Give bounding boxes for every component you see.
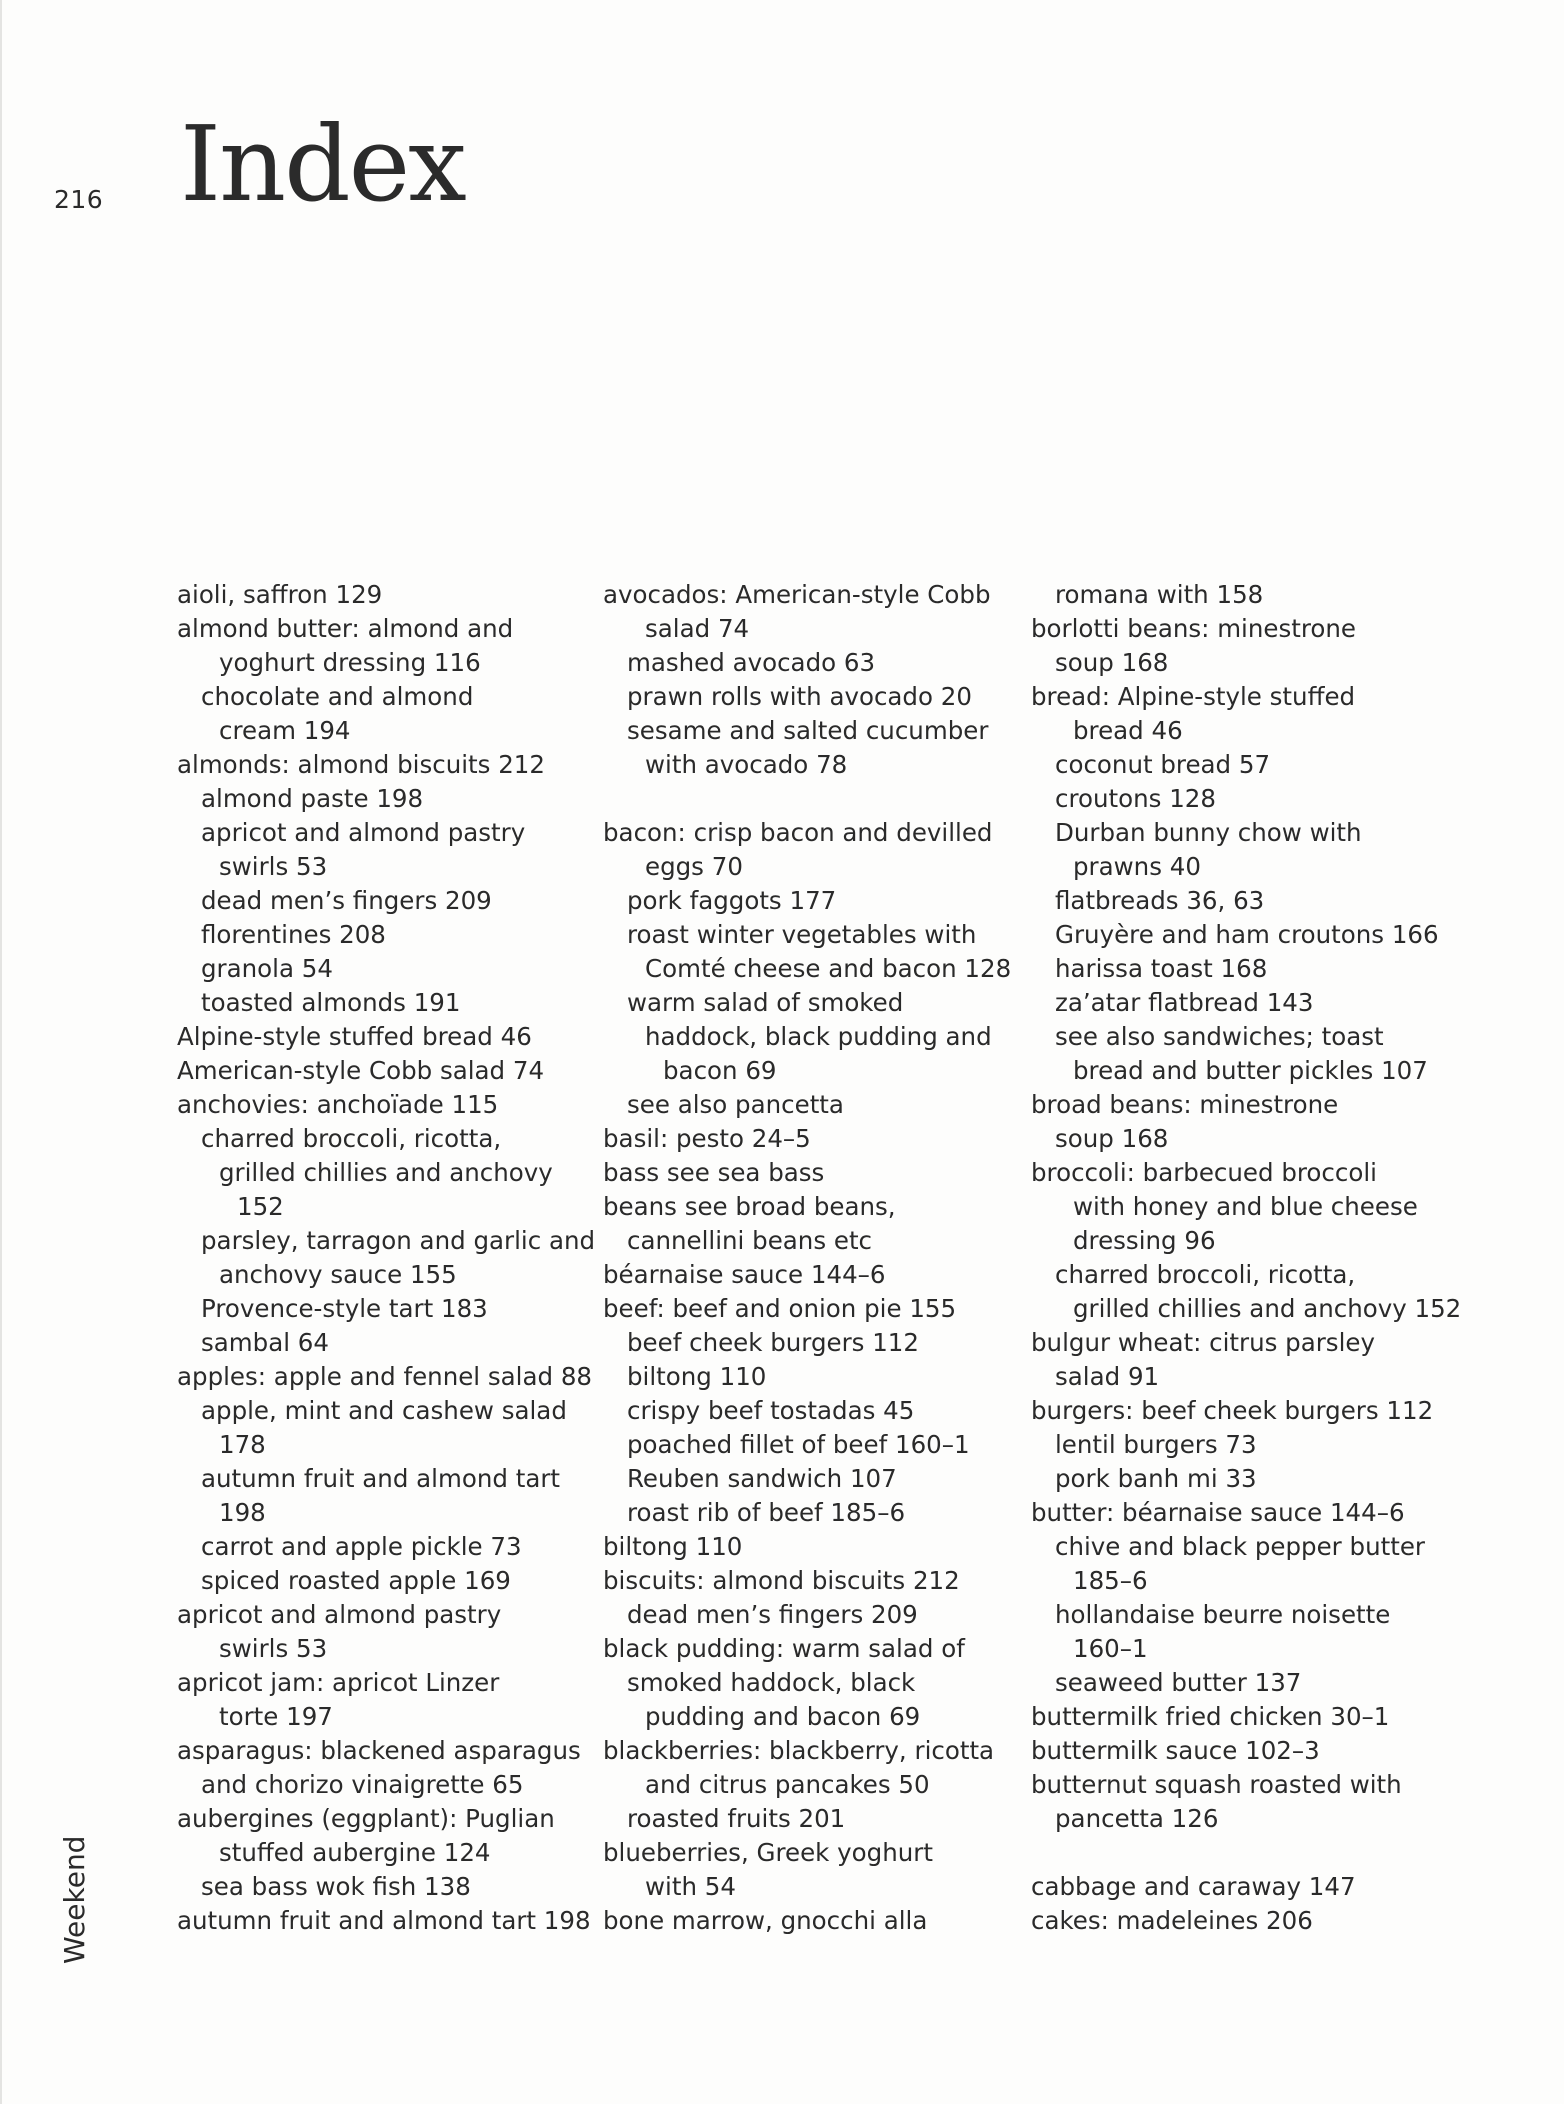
index-entry: asparagus: blackened asparagus <box>177 1736 581 1765</box>
index-subentry: see also sandwiches; toast <box>1055 1022 1384 1051</box>
entry-gap <box>603 782 1023 816</box>
index-subentry: charred broccoli, ricotta, <box>1055 1260 1356 1289</box>
index-subentry: charred broccoli, ricotta, <box>201 1124 502 1153</box>
index-subentry: prawn rolls with avocado 20 <box>627 682 972 711</box>
index-entry: bass see sea bass <box>603 1158 825 1187</box>
index-subentry: biltong 110 <box>627 1362 767 1391</box>
index-entry: aioli, saffron 129 <box>177 580 383 609</box>
index-entry: aubergines (eggplant): Puglian <box>177 1804 555 1833</box>
index-subentry: beef cheek burgers 112 <box>627 1328 919 1357</box>
index-subentry: seaweed butter 137 <box>1055 1668 1302 1697</box>
index-subentry: lentil burgers 73 <box>1055 1430 1257 1459</box>
index-entry: black pudding: warm salad of <box>603 1634 965 1663</box>
index-subentry: sesame and salted cucumber <box>627 716 989 745</box>
index-subentry: pudding and bacon 69 <box>645 1702 921 1731</box>
index-entry: biscuits: almond biscuits 212 <box>603 1566 960 1595</box>
section-label: Weekend <box>58 1835 91 1964</box>
index-entry: bulgur wheat: citrus parsley <box>1031 1328 1375 1357</box>
index-subentry: 160–1 <box>1073 1634 1148 1663</box>
index-subentry: bacon 69 <box>663 1056 777 1085</box>
index-subentry: almond paste 198 <box>201 784 424 813</box>
index-entry: béarnaise sauce 144–6 <box>603 1260 886 1289</box>
index-subentry: apple, mint and cashew salad <box>201 1396 567 1425</box>
index-subentry: with avocado 78 <box>645 750 848 779</box>
index-entry: anchovies: anchoïade 115 <box>177 1090 499 1119</box>
index-entry: bread: Alpine-style stuffed <box>1031 682 1356 711</box>
index-column-1 <box>177 578 597 1938</box>
index-entry: burgers: beef cheek burgers 112 <box>1031 1396 1434 1425</box>
index-entry: cabbage and caraway 147 <box>1031 1872 1356 1901</box>
index-subentry: see also pancetta <box>627 1090 844 1119</box>
index-entry: autumn fruit and almond tart 198 <box>177 1906 591 1935</box>
index-subentry: chive and black pepper butter <box>1055 1532 1425 1561</box>
index-subentry: autumn fruit and almond tart <box>201 1464 561 1493</box>
index-entry: blueberries, Greek yoghurt <box>603 1838 933 1867</box>
index-subentry: roasted fruits 201 <box>627 1804 846 1833</box>
index-entry: avocados: American-style Cobb <box>603 580 991 609</box>
index-entry: almonds: almond biscuits 212 <box>177 750 545 779</box>
index-entry: apricot jam: apricot Linzer <box>177 1668 500 1697</box>
index-column-2 <box>603 578 1023 1938</box>
index-subentry: cream 194 <box>219 716 351 745</box>
index-subentry: dead men’s fingers 209 <box>201 886 492 915</box>
index-entry: cakes: madeleines 206 <box>1031 1906 1313 1935</box>
index-entry: bacon: crisp bacon and devilled <box>603 818 993 847</box>
index-subentry: swirls 53 <box>219 1634 328 1663</box>
index-subentry: coconut bread 57 <box>1055 750 1271 779</box>
index-entry: bone marrow, gnocchi alla <box>603 1906 928 1935</box>
index-subentry: Durban bunny chow with <box>1055 818 1362 847</box>
index-subentry: salad 74 <box>645 614 750 643</box>
index-subentry: sea bass wok fish 138 <box>201 1872 471 1901</box>
index-subentry: parsley, tarragon and garlic and <box>201 1226 596 1255</box>
page-number: 216 <box>54 185 104 214</box>
index-subentry: grilled chillies and anchovy 152 <box>1073 1294 1462 1323</box>
index-subentry: with 54 <box>645 1872 736 1901</box>
index-subentry: prawns 40 <box>1073 852 1201 881</box>
index-subentry: smoked haddock, black <box>627 1668 916 1697</box>
index-subentry: roast winter vegetables with <box>627 920 977 949</box>
index-subentry: sambal 64 <box>201 1328 329 1357</box>
index-subentry: crispy beef tostadas 45 <box>627 1396 915 1425</box>
index-subentry: apricot and almond pastry <box>201 818 526 847</box>
page-edge <box>0 0 2 2104</box>
page-title: Index <box>180 103 465 225</box>
index-subentry: dead men’s fingers 209 <box>627 1600 918 1629</box>
index-entry: buttermilk sauce 102–3 <box>1031 1736 1320 1765</box>
index-subentry: grilled chillies and anchovy <box>219 1158 553 1187</box>
index-entry: beef: beef and onion pie 155 <box>603 1294 957 1323</box>
index-entry: blackberries: blackberry, ricotta <box>603 1736 995 1765</box>
index-subentry: anchovy sauce 155 <box>219 1260 457 1289</box>
index-entry: almond butter: almond and <box>177 614 514 643</box>
index-subentry: pork faggots 177 <box>627 886 837 915</box>
index-subentry: and citrus pancakes 50 <box>645 1770 930 1799</box>
index-subentry: swirls 53 <box>219 852 328 881</box>
index-entry: Alpine-style stuffed bread 46 <box>177 1022 532 1051</box>
index-entry: beans see broad beans, <box>603 1192 896 1221</box>
index-subentry: eggs 70 <box>645 852 743 881</box>
index-subentry: 152 <box>237 1192 284 1221</box>
index-subentry: carrot and apple pickle 73 <box>201 1532 522 1561</box>
index-subentry: za’atar flatbread 143 <box>1055 988 1314 1017</box>
index-subentry: flatbreads 36, 63 <box>1055 886 1265 915</box>
index-subentry: granola 54 <box>201 954 333 983</box>
index-subentry: with honey and blue cheese <box>1073 1192 1418 1221</box>
index-subentry: 198 <box>219 1498 266 1527</box>
index-subentry: pork banh mi 33 <box>1055 1464 1257 1493</box>
index-subentry: torte 197 <box>219 1702 333 1731</box>
index-subentry: Gruyère and ham croutons 166 <box>1055 920 1439 949</box>
index-entry: buttermilk fried chicken 30–1 <box>1031 1702 1390 1731</box>
index-entry: butternut squash roasted with <box>1031 1770 1402 1799</box>
index-subentry: haddock, black pudding and <box>645 1022 992 1051</box>
index-entry: borlotti beans: minestrone <box>1031 614 1356 643</box>
index-entry: biltong 110 <box>603 1532 743 1561</box>
index-subentry: salad 91 <box>1055 1362 1160 1391</box>
index-subentry: chocolate and almond <box>201 682 474 711</box>
index-subentry: bread 46 <box>1073 716 1183 745</box>
index-subentry: harissa toast 168 <box>1055 954 1268 983</box>
index-entry: butter: béarnaise sauce 144–6 <box>1031 1498 1405 1527</box>
index-subentry: Comté cheese and bacon 128 <box>645 954 1012 983</box>
index-entry: American-style Cobb salad 74 <box>177 1056 545 1085</box>
index-subentry: hollandaise beurre noisette <box>1055 1600 1391 1629</box>
index-subentry: soup 168 <box>1055 648 1169 677</box>
index-entry: apricot and almond pastry <box>177 1600 502 1629</box>
index-subentry: dressing 96 <box>1073 1226 1216 1255</box>
index-column-3 <box>1031 578 1462 1938</box>
index-subentry: Reuben sandwich 107 <box>627 1464 897 1493</box>
index-subentry: florentines 208 <box>201 920 386 949</box>
index-subentry: Provence-style tart 183 <box>201 1294 488 1323</box>
index-subentry: and chorizo vinaigrette 65 <box>201 1770 524 1799</box>
index-subentry: poached fillet of beef 160–1 <box>627 1430 970 1459</box>
index-subentry: cannellini beans etc <box>627 1226 873 1255</box>
index-subentry: 185–6 <box>1073 1566 1148 1595</box>
index-subentry: croutons 128 <box>1055 784 1216 813</box>
index-subentry: romana with 158 <box>1055 580 1264 609</box>
index-entry: apples: apple and fennel salad 88 <box>177 1362 593 1391</box>
index-subentry: mashed avocado 63 <box>627 648 876 677</box>
index-subentry: spiced roasted apple 169 <box>201 1566 511 1595</box>
index-subentry: yoghurt dressing 116 <box>219 648 481 677</box>
index-entry: broccoli: barbecued broccoli <box>1031 1158 1377 1187</box>
index-subentry: bread and butter pickles 107 <box>1073 1056 1428 1085</box>
index-subentry: roast rib of beef 185–6 <box>627 1498 906 1527</box>
index-subentry: pancetta 126 <box>1055 1804 1219 1833</box>
index-entry: broad beans: minestrone <box>1031 1090 1339 1119</box>
index-subentry: 178 <box>219 1430 266 1459</box>
index-subentry: stuffed aubergine 124 <box>219 1838 491 1867</box>
index-subentry: soup 168 <box>1055 1124 1169 1153</box>
index-subentry: warm salad of smoked <box>627 988 904 1017</box>
index-entry: basil: pesto 24–5 <box>603 1124 811 1153</box>
entry-gap <box>1031 1836 1451 1870</box>
index-subentry: toasted almonds 191 <box>201 988 461 1017</box>
